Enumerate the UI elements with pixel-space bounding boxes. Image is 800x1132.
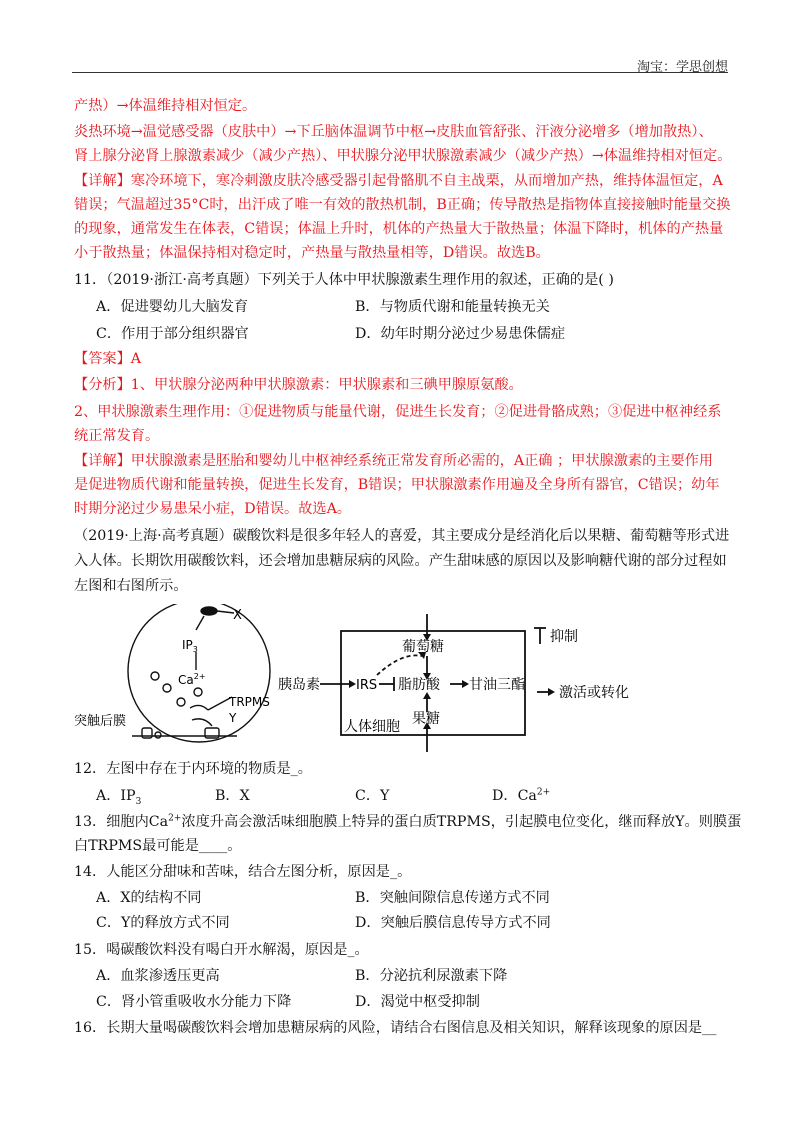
q15-stem: 15．喝碳酸饮料没有喝白开水解渴，原因是_。 — [74, 942, 369, 958]
q15-option-b: B．分泌抗利尿激素下降 — [355, 968, 508, 984]
arrow-to-ip3 — [196, 616, 204, 630]
intro-line: 左图和右图所示。 — [74, 578, 188, 594]
vesicle — [151, 672, 159, 680]
label-glucose: 葡萄糖 — [402, 639, 444, 655]
label-ip3: $IP_3$ — [182, 638, 198, 654]
vesicle — [177, 698, 185, 706]
q16-stem: 16．长期大量喝碳酸饮料会增加患糖尿病的风险，请结合右图信息及相关知识，解释该现象的原因是__ — [74, 1020, 717, 1036]
label-trpms: TRPMS — [229, 695, 270, 709]
legend-inhibit-label: 抑制 — [550, 629, 578, 645]
q11-option-c: C．作用于部分组织器官 — [96, 326, 249, 342]
membrane-receptor — [155, 732, 161, 738]
trpms-channel — [190, 705, 208, 710]
explanation-line: 炎热环境→温觉感受器（皮肤中）→下丘脑体温调节中枢→皮肤血管舒张、汗液分泌增多（增加散热）、 — [74, 124, 713, 140]
release-y — [192, 719, 212, 726]
receptor-x — [201, 607, 217, 615]
q12-option-b: B．X — [215, 788, 250, 804]
label-ca: $Ca^{2+}$ — [178, 672, 206, 687]
vesicle — [163, 684, 171, 692]
vesicle — [194, 688, 202, 696]
label-triglyceride: 甘油三酯 — [469, 677, 525, 693]
explanation-line: 肾上腺分泌肾上腺激素减少（减少产热）、甲状腺分泌甲状腺激素减少（减少产热）→体温维持相对恒定。 — [74, 148, 732, 164]
q11-analysis-line: 2、甲状腺激素生理作用：①促进物质与能量代谢，促进生长发育；②促进骨骼成熟；③促进中枢神经系 — [74, 404, 722, 420]
q14-option-c: C．Y的释放方式不同 — [96, 915, 230, 931]
legend-activate-label: 激活或转化 — [559, 685, 629, 701]
q12-stem: 12．左图中存在于内环境的物质是_。 — [74, 761, 312, 777]
q12-option-a: A．$IP_3$ — [96, 788, 142, 807]
q14-option-d: D．突触后膜信息传导方式不同 — [355, 915, 551, 931]
label-x: X — [233, 608, 242, 623]
explanation-line: 的现象，通常发生在体表，C错误；体温上升时，机体的产热量大于散热量；体温下降时，机体的产热量 — [74, 221, 724, 237]
q11-option-b: B．与物质代谢和能量转换无关 — [355, 299, 550, 315]
q11-option-a: A．促进婴幼儿大脑发育 — [96, 299, 249, 315]
explanation-line: 错误；气温超过35°C时，出汗成了唯一有效的散热机制，B正确；传导散热是指物体直接接触时能量交换 — [74, 197, 731, 213]
explanation-line: 产热）→体温维持相对恒定。 — [74, 98, 257, 114]
q15-option-a: A．血浆渗透压更高 — [96, 968, 220, 984]
q14-stem: 14．人能区分甜味和苦味，结合左图分析，原因是_。 — [74, 864, 412, 880]
q15-option-d: D．渴觉中枢受抑制 — [355, 994, 480, 1010]
q11-answer: 【答案】A — [74, 351, 141, 367]
header-rule — [72, 72, 728, 73]
intro-line: 入人体。长期饮用碳酸饮料，还会增加患糖尿病的风险。产生甜味感的原因以及影响糖代谢的部分过程如 — [74, 553, 727, 569]
arrowhead — [462, 680, 469, 688]
q11-stem: 11．（2019·浙江·高考真题）下列关于人体中甲状腺激素生理作用的叙述，正确的是( ) — [74, 272, 614, 288]
explanation-line: 【详解】寒冷环境下，寒冷刺激皮肤冷感受器引起骨骼肌不自主战栗，从而增加产热，维持体温恒定，A — [74, 173, 723, 189]
q14-option-a: A．X的结构不同 — [96, 890, 202, 906]
q14-option-b: B．突触间隙信息传递方式不同 — [355, 890, 550, 906]
label-y: Y — [229, 711, 237, 725]
label-insulin: 胰岛素 — [278, 677, 320, 693]
label-human-cell: 人体细胞 — [344, 719, 400, 735]
intro-line: （2019·上海·高考真题）碳酸饮料是很多年轻人的喜爱，其主要成分是经消化后以果糖、葡萄糖等形式进 — [74, 528, 730, 544]
label-fructose: 果糖 — [412, 711, 440, 727]
explanation-line: 小于散热量；体温保持相对稳定时，产热量与散热量相等，D错误。故选B。 — [74, 245, 550, 261]
q13-stem-line: 13．细胞内$Ca^{2+}$浓度升高会激活味细胞膜上特异的蛋白质TRPMS，引起膜电位变化，继而释放Y。则膜蛋 — [74, 813, 742, 830]
q12-option-d: D．$Ca^{2+}$ — [492, 787, 551, 804]
q11-analysis-line: 时期分泌过少易患呆小症，D错误。故选A。 — [74, 501, 351, 517]
q15-option-c: C．肾小管重吸收水分能力下降 — [96, 994, 292, 1010]
q11-analysis-line: 【分析】1、甲状腺分泌两种甲状腺激素：甲状腺素和三碘甲腺原氨酸。 — [74, 377, 523, 393]
figure-diagrams — [72, 604, 632, 752]
q13-stem-line: 白TRPMS最可能是____。 — [74, 838, 242, 854]
arrowhead — [349, 680, 356, 688]
label-irs: IRS — [356, 678, 378, 693]
label-postsynaptic: 突触后膜 — [74, 714, 127, 729]
header-text: 淘宝：学思创想 — [636, 60, 728, 75]
q11-analysis-line: 统正常发育。 — [74, 428, 160, 444]
q11-option-d: D．幼年时期分泌过少易患侏儒症 — [355, 326, 566, 342]
irs-activation-arrow — [377, 655, 422, 675]
x-pointer — [217, 611, 234, 613]
arrowhead — [548, 688, 555, 696]
label-fatty-acid: 脂肪酸 — [398, 677, 440, 693]
arrowhead — [423, 692, 431, 699]
q12-option-c: C．Y — [355, 788, 390, 804]
q11-analysis-line: 是促进物质代谢和能量转换，促进生长发育，B错误；甲状腺激素作用遍及全身所有器官，C错误；幼年 — [74, 477, 720, 493]
q11-analysis-line: 【详解】甲状腺激素是胚胎和婴幼儿中枢神经系统正常发育所必需的，A正确 ；甲状腺激素的主要作用 — [74, 453, 714, 469]
